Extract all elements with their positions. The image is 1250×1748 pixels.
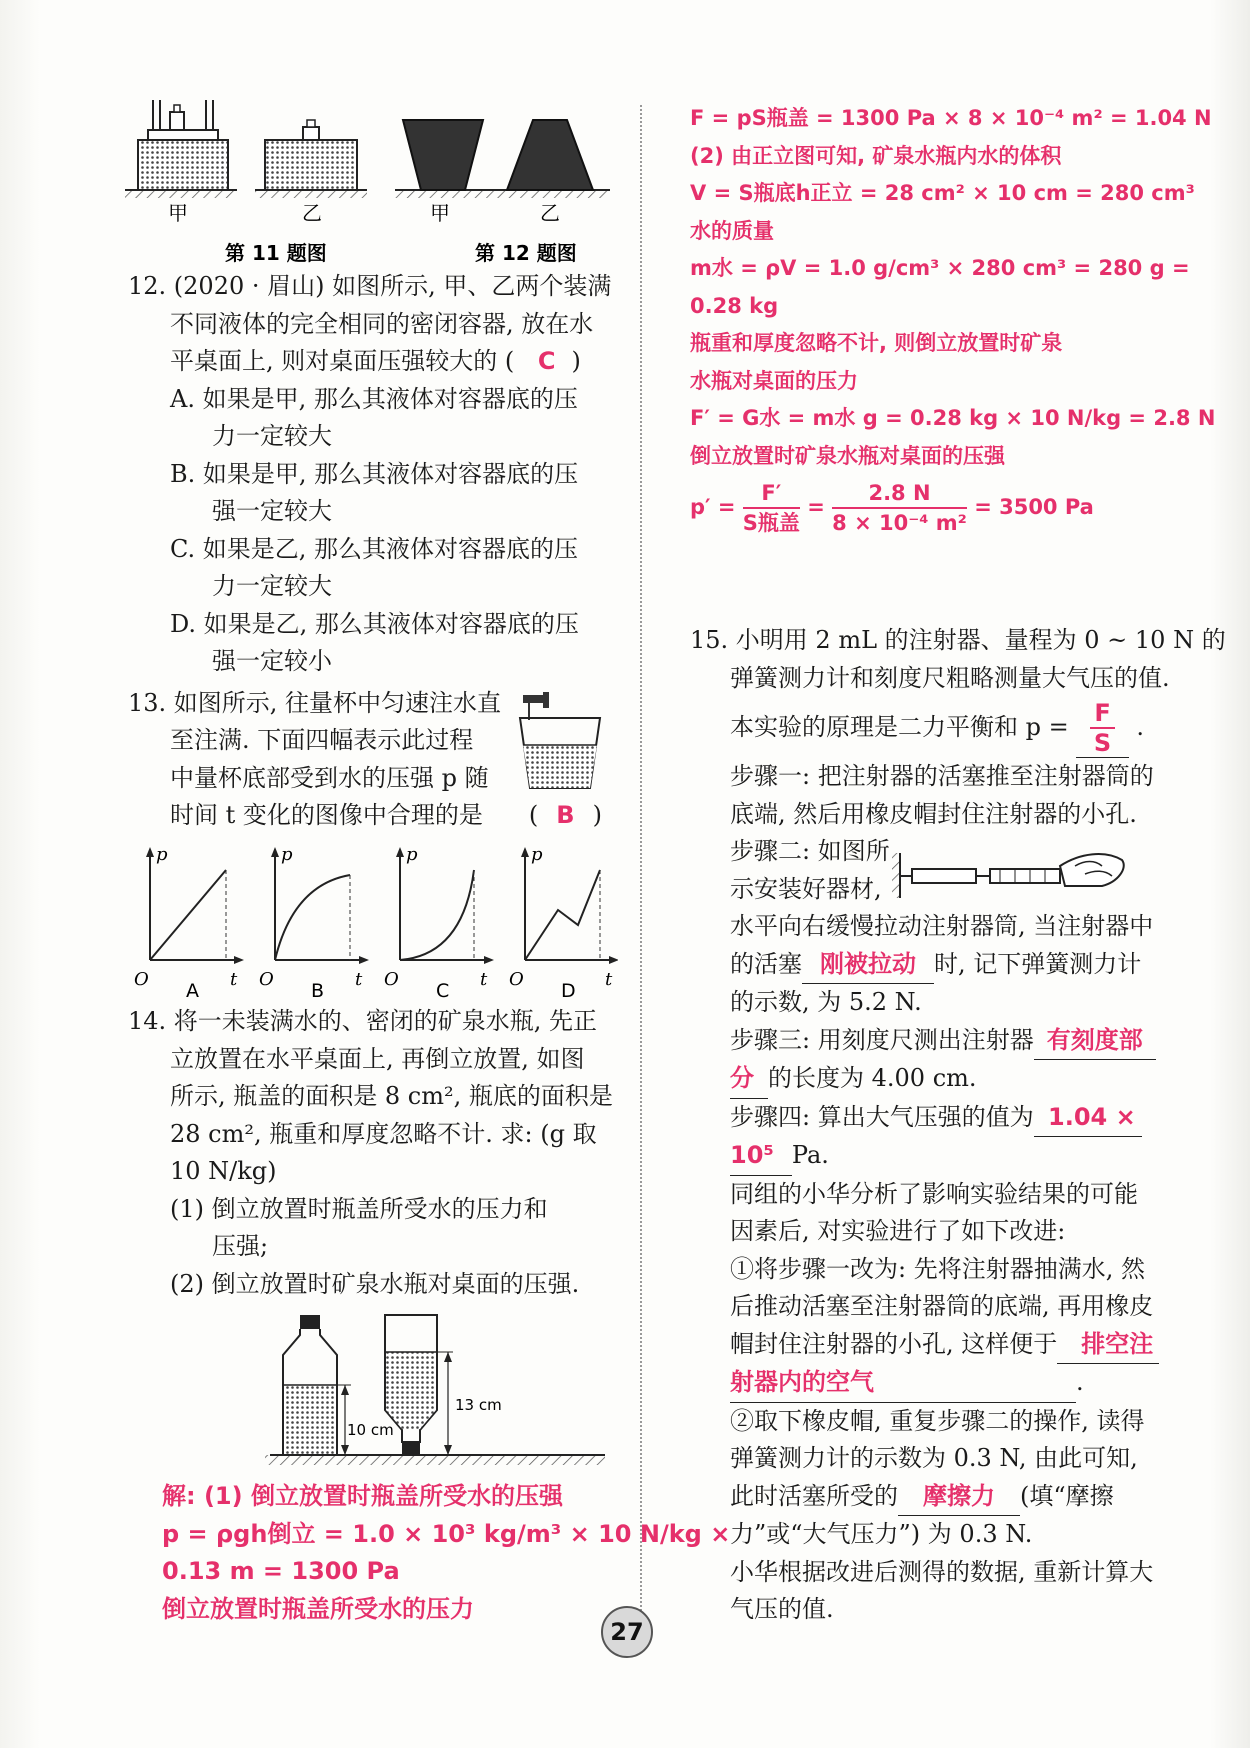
q14-solution-left bbox=[162, 1478, 731, 1628]
q15-step3-a-pre: 步骤三: 用刻度尺测出注射器 bbox=[730, 1025, 1034, 1054]
q15-step1-b: 底端, 然后用橡皮帽封住注射器的小孔. bbox=[730, 799, 1137, 828]
q15-step2-a: 步骤二: 如图所 bbox=[730, 837, 890, 865]
q15-change2-d: 力”或“大气压力”) 为 0.3 N. bbox=[730, 1520, 1033, 1548]
q15-answer-step3-b: 分 bbox=[730, 1060, 768, 1099]
q14-part-2: (2) 倒立放置时矿泉水瓶对桌面的压强. bbox=[170, 1269, 580, 1298]
q15-line-3 bbox=[690, 697, 1145, 758]
q13-stem-line-1: 13. 如图所示, 往量杯中匀速注水直 bbox=[128, 688, 502, 717]
q15-step3-b bbox=[690, 1060, 1130, 1099]
q15-change1-d-post: . bbox=[1076, 1368, 1084, 1396]
solution-right-line-5: m水 = ρV = 1.0 g/cm³ × 280 cm³ = 280 g = bbox=[690, 256, 1190, 280]
solution-right-line-2: (2) 由正立图可知, 矿泉水瓶内水的体积 bbox=[690, 143, 1062, 168]
solution-right-line-10: 倒立放置时矿泉水瓶对桌面的压强 bbox=[690, 443, 1005, 468]
q15-answer-change1-a: 排空注 bbox=[1057, 1326, 1159, 1365]
q14-solution-right bbox=[690, 100, 1216, 539]
dim-10cm: 10 cm bbox=[347, 1421, 394, 1439]
solution-final-pressure: p′ = $\frac{F'}{\text{S瓶盖}}$ = $\frac{2.8 N}{\text{8 × 10⁻⁴ m²}}$ = 3500 Pa bbox=[690, 481, 1094, 535]
graph-c-origin: O bbox=[384, 969, 399, 990]
q15-change1-b: 后推动活塞至注射器筒的底端, 再用橡皮 bbox=[730, 1292, 1154, 1320]
figure-11-12 bbox=[120, 100, 615, 270]
q15-line-3-end: . bbox=[1136, 713, 1145, 741]
graph-b-origin: O bbox=[259, 969, 274, 990]
q15-step4-a-pre: 步骤四: 算出大气压强的值为 bbox=[730, 1102, 1034, 1131]
graph-a-axis-p: p bbox=[156, 845, 168, 865]
graph-label-c: C bbox=[436, 980, 450, 1000]
fig12-label-jia: 甲 bbox=[430, 201, 450, 225]
q13-stem-text: 时间 t 变化的图像中合理的是 bbox=[170, 801, 483, 829]
q15-step3-b-post: 的长度为 4.00 cm. bbox=[768, 1064, 977, 1092]
q12-stem-line-3 bbox=[128, 343, 608, 381]
graph-a-axis-t: t bbox=[230, 969, 238, 990]
solution-line-1: 解: (1) 倒立放置时瓶盖所受水的压强 bbox=[162, 1482, 563, 1510]
q15-step4-b-post: Pa. bbox=[791, 1141, 829, 1169]
fig11-label-jia: 甲 bbox=[168, 201, 188, 225]
q14-stem-line-1: 14. 将一未装满水的、密闭的矿泉水瓶, 先正 bbox=[128, 1007, 598, 1035]
graph-d-origin: O bbox=[509, 969, 524, 990]
q15-change2-b: 弹簧测力计的示数为 0.3 N, 由此可知, bbox=[730, 1444, 1138, 1472]
q13-answer: B bbox=[556, 801, 575, 829]
q13-paren-close: ) bbox=[592, 801, 602, 829]
graph-label-d: D bbox=[561, 980, 576, 1000]
graph-c-axis-t: t bbox=[480, 969, 488, 990]
graph-c-axis-p: p bbox=[406, 845, 418, 865]
q15-group-1: 同组的小华分析了影响实验结果的可能 bbox=[730, 1179, 1138, 1208]
q15-step2-e: 的示数, 为 5.2 N. bbox=[730, 988, 922, 1016]
fig12-label-yi: 乙 bbox=[540, 201, 560, 225]
q12-answer: C bbox=[537, 347, 556, 375]
q15-answer-step3-a: 有刻度部 bbox=[1034, 1022, 1156, 1061]
graph-b-axis-p: p bbox=[281, 845, 293, 865]
q15-step2-d-post: 时, 记下弹簧测力计 bbox=[934, 949, 1142, 978]
column-divider bbox=[640, 105, 642, 1615]
q15-principle-answer bbox=[1076, 699, 1128, 758]
q12-stem-line-1: 12. (2020 · 眉山) 如图所示, 甲、乙两个装满 bbox=[128, 272, 612, 300]
q15-block bbox=[690, 622, 1226, 1629]
final-fraction-2 bbox=[832, 479, 967, 537]
solution-line-2: p = ρgh倒立 = 1.0 × 10³ kg/m³ × 10 N/kg × bbox=[162, 1519, 731, 1548]
q14-stem-line-2: 立放置在水平桌面上, 再倒立放置, 如图 bbox=[170, 1044, 585, 1073]
graph-label-a: A bbox=[186, 980, 199, 1000]
q15-change1-a: ①将步骤一改为: 先将注射器抽满水, 然 bbox=[730, 1254, 1145, 1283]
q12-option-d: D. 如果是乙, 那么其液体对容器底的压 bbox=[170, 609, 579, 638]
q15-step2-d-pre: 的活塞 bbox=[730, 949, 802, 978]
q15-step2-c: 水平向右缓慢拉动注射器筒, 当注射器中 bbox=[730, 912, 1154, 940]
q12-option-b-cont: 强一定较大 bbox=[212, 497, 332, 525]
solution-right-line-8: 水瓶对桌面的压力 bbox=[690, 368, 858, 393]
dim-13cm: 13 cm bbox=[455, 1396, 502, 1414]
q13-stem-line-4 bbox=[128, 797, 608, 835]
q15-group-2: 因素后, 对实验进行了如下改进: bbox=[730, 1217, 1066, 1245]
graph-d-axis-t: t bbox=[605, 969, 613, 990]
q15-step4-a bbox=[690, 1099, 1136, 1138]
q12-option-d-cont: 强一定较小 bbox=[212, 647, 332, 675]
bottle-figure bbox=[265, 1310, 615, 1470]
final-frac2-den: 8 × 10⁻⁴ m² bbox=[832, 511, 967, 535]
solution-right-line-6: 0.28 kg bbox=[690, 293, 779, 318]
final-frac1-num: F′ bbox=[743, 479, 800, 509]
fig11-caption: 第 11 题图 bbox=[225, 241, 327, 265]
graph-a-origin: O bbox=[134, 969, 149, 990]
beaker-figure bbox=[515, 690, 605, 795]
graph-b-axis-t: t bbox=[355, 969, 363, 990]
final-frac2-num: 2.8 N bbox=[832, 479, 967, 509]
q15-principle-text: 本实验的原理是二力平衡和 p = bbox=[730, 713, 1069, 741]
q13-graphs bbox=[128, 845, 618, 1000]
q15-answer-change2: 摩擦力 bbox=[898, 1478, 1020, 1517]
q14-stem-line-5: 10 N/kg) bbox=[170, 1157, 277, 1185]
graph-label-b: B bbox=[311, 980, 325, 1000]
solution-right-line-4: 水的质量 bbox=[690, 218, 774, 243]
solution-right-line-3: V = S瓶底h正立 = 28 cm² × 10 cm = 280 cm³ bbox=[690, 181, 1195, 205]
fig11-label-yi: 乙 bbox=[302, 201, 322, 225]
q15-change1-d bbox=[690, 1364, 1130, 1403]
solution-line-4: 倒立放置时瓶盖所受水的压力 bbox=[162, 1594, 474, 1623]
q15-answer-step2: 刚被拉动 bbox=[802, 946, 934, 985]
q12-option-b: B. 如果是甲, 那么其液体对容器底的压 bbox=[170, 459, 579, 488]
final-fraction-1 bbox=[743, 479, 800, 537]
q14-stem-line-3: 所示, 瓶盖的面积是 8 cm², 瓶底的面积是 bbox=[170, 1082, 613, 1110]
q15-step1-a: 步骤一: 把注射器的活塞推至注射器筒的 bbox=[730, 762, 1154, 790]
solution-right-line-9: F′ = G水 = m水 g = 0.28 kg × 10 N/kg = 2.8 N bbox=[690, 406, 1216, 430]
q14-part-1: (1) 倒立放置时瓶盖所受水的压力和 bbox=[170, 1194, 548, 1223]
q15-frac-num: F bbox=[1090, 699, 1114, 729]
q12-option-a-cont: 力一定较大 bbox=[212, 422, 332, 450]
q13-stem-line-3: 中量杯底部受到水的压强 p 随 bbox=[170, 763, 489, 792]
q13-stem-line-2: 至注满. 下面四幅表示此过程 bbox=[170, 726, 474, 754]
q12-paren-close: ) bbox=[571, 347, 581, 375]
q15-step2-b: 示安装好器材, bbox=[730, 874, 882, 903]
q12-stem-text: 平桌面上, 则对桌面压强较大的 ( bbox=[170, 347, 515, 375]
q15-line-1: 15. 小明用 2 mL 的注射器、量程为 0 ~ 10 N 的 bbox=[690, 626, 1226, 654]
q12-option-c: C. 如果是乙, 那么其液体对容器底的压 bbox=[170, 534, 579, 563]
q15-change2-c-post: (填“摩擦 bbox=[1020, 1481, 1114, 1510]
solution-right-line-7: 瓶重和厚度忽略不计, 则倒立放置时矿泉 bbox=[690, 331, 1063, 355]
q15-step4-b bbox=[690, 1137, 1130, 1176]
q15-frac-den: S bbox=[1093, 729, 1112, 757]
q14-part-1-cont: 压强; bbox=[212, 1232, 269, 1260]
q15-change2-a: ②取下橡皮帽, 重复步骤二的操作, 读得 bbox=[730, 1406, 1145, 1435]
q12-option-a: A. 如果是甲, 那么其液体对容器底的压 bbox=[170, 384, 578, 413]
q13-paren-open: ( bbox=[528, 801, 539, 829]
q15-answer-change1-b: 射器内的空气 bbox=[730, 1364, 1076, 1403]
solution-line-3: 0.13 m = 1300 Pa bbox=[162, 1557, 400, 1585]
q12-option-c-cont: 力一定较大 bbox=[212, 572, 332, 600]
q15-answer-step4-a: 1.04 × bbox=[1034, 1099, 1142, 1138]
q15-end-2: 气压的值. bbox=[730, 1595, 834, 1623]
q15-change2-c-pre: 此时活塞所受的 bbox=[730, 1481, 898, 1510]
final-frac1-den: S瓶盖 bbox=[742, 511, 800, 535]
syringe-figure bbox=[890, 848, 1130, 910]
q15-step2-d bbox=[690, 946, 1142, 985]
q12-stem-line-2: 不同液体的完全相同的密闭容器, 放在水 bbox=[170, 309, 594, 338]
q15-line-2: 弹簧测力计和刻度尺粗略测量大气压的值. bbox=[730, 663, 1170, 692]
q15-step3-a bbox=[690, 1022, 1143, 1061]
q14-stem-line-4: 28 cm², 瓶重和厚度忽略不计. 求: (g 取 bbox=[170, 1119, 597, 1148]
q15-change1-c bbox=[690, 1326, 1154, 1365]
page-number: 27 bbox=[601, 1606, 653, 1658]
final-result: = 3500 Pa bbox=[974, 495, 1094, 519]
left-column-q14 bbox=[128, 1003, 613, 1303]
solution-right-line-1: F = pS瓶盖 = 1300 Pa × 8 × 10⁻⁴ m² = 1.04 N bbox=[690, 106, 1212, 130]
q15-change2-c bbox=[690, 1478, 1130, 1517]
final-p-label: p′ = bbox=[690, 495, 736, 519]
graph-d-axis-p: p bbox=[531, 845, 543, 865]
fig12-caption: 第 12 题图 bbox=[475, 241, 577, 265]
q15-answer-step4-b: 10⁵ bbox=[730, 1137, 792, 1176]
q15-change1-c-pre: 帽封住注射器的小孔, 这样便于 bbox=[730, 1329, 1058, 1358]
q15-end-1: 小华根据改进后测得的数据, 重新计算大 bbox=[730, 1557, 1154, 1586]
